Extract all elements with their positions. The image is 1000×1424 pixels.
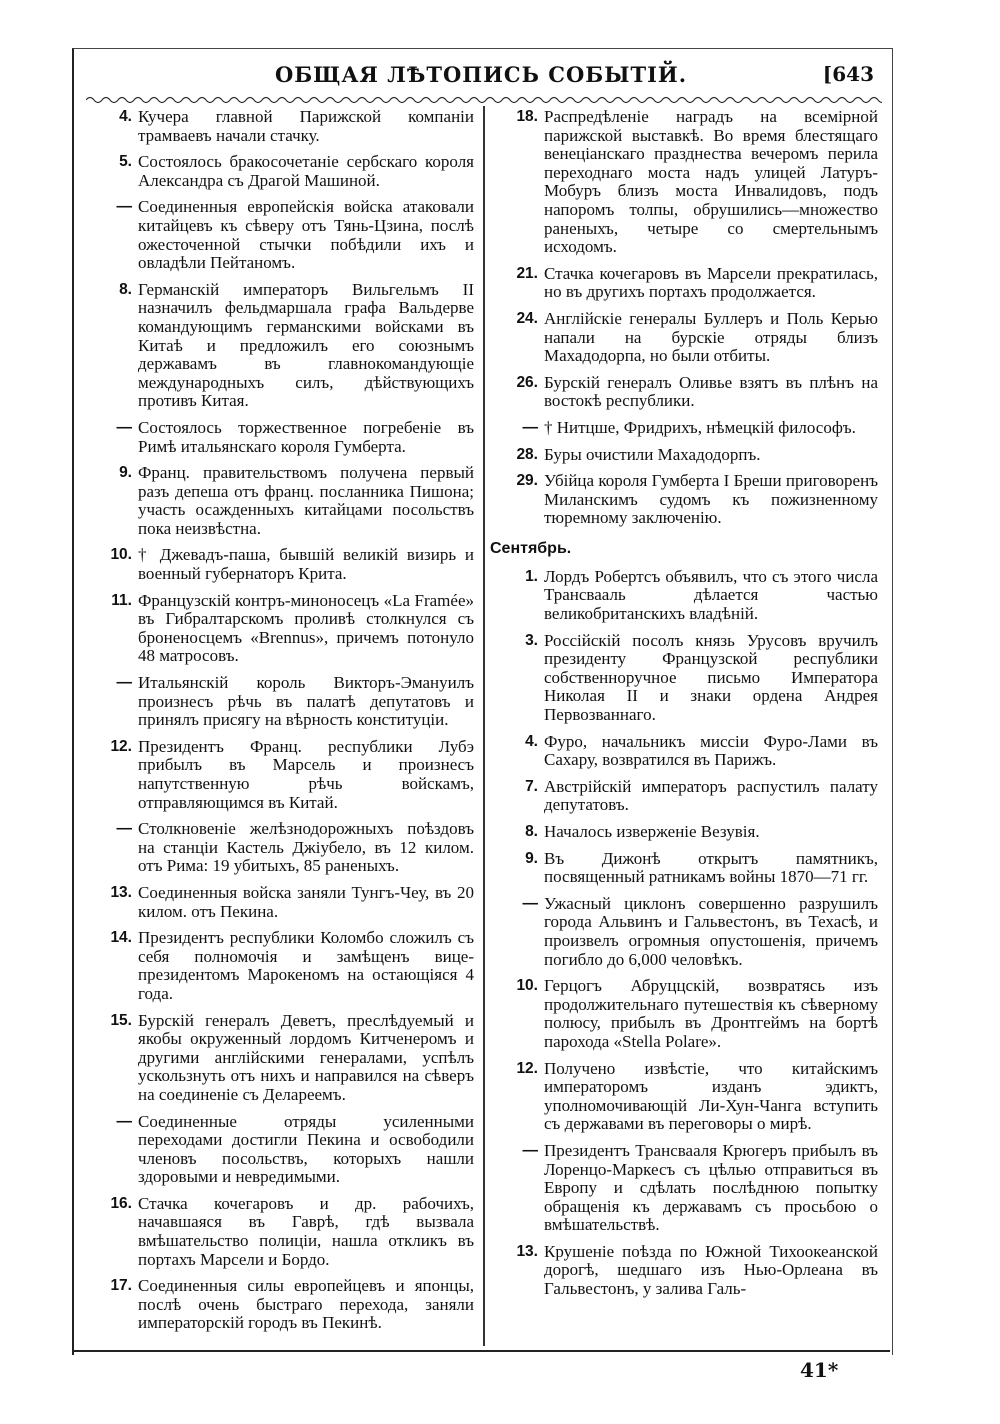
entry-date: 17. bbox=[110, 1277, 132, 1295]
chronicle-entry bbox=[494, 977, 878, 1051]
entry-text: Англійскіе генералы Буллеръ и Поль Керью напали на бурскіе отряды близъ Махадодорпа, но были отбиты. bbox=[544, 308, 878, 366]
entry-date: — bbox=[116, 418, 132, 436]
entry-text: Получено извѣстіе, что китайскимъ императоромъ изданъ эдиктъ, уполномочивающій Ли-Хун-Чанга вступить съ державами въ переговоры о мирѣ. bbox=[544, 1058, 878, 1134]
chronicle-entry bbox=[88, 108, 474, 145]
entry-text: † Нитцше, Фридрихъ, нѣмецкій философъ. bbox=[544, 417, 856, 437]
entry-date: 10. bbox=[110, 546, 132, 564]
left-column bbox=[88, 108, 474, 1341]
entry-text: Герцогъ Абруццскій, возвратясь изъ продолжительнаго путешествія къ сѣверному полюсу, прибылъ въ Дронтгеймъ на бортѣ парохода «Stella Polare». bbox=[544, 976, 878, 1051]
chronicle-entry bbox=[494, 632, 878, 725]
chronicle-entry bbox=[494, 265, 878, 302]
chronicle-entry bbox=[88, 592, 474, 666]
chronicle-entry bbox=[88, 929, 474, 1003]
entry-date: 15. bbox=[110, 1011, 132, 1029]
entry-date: — bbox=[522, 894, 538, 912]
entry-date: 28. bbox=[516, 445, 538, 463]
entry-text: Стачка кочегаровъ и др. рабочихъ, начавшаяся въ Гаврѣ, гдѣ вызвала вмѣшательство полиціи, нашла откликъ въ портахъ Марсели и Бордо. bbox=[138, 1193, 474, 1269]
entry-date: — bbox=[116, 820, 132, 838]
entry-date: 7. bbox=[525, 777, 538, 795]
chronicle-entry bbox=[88, 674, 474, 730]
entry-date: 4. bbox=[525, 732, 538, 750]
wavy-rule bbox=[86, 94, 882, 106]
entry-text: Соединенныя силы европейцевъ и японцы, послѣ очень быстраго перехода, заняли императорскій городъ въ Пекинѣ. bbox=[138, 1276, 474, 1333]
entry-text: Соединенные отряды усиленными переходами достигли Пекина и освободили членовъ посольствъ, которыхъ нашли здоровыми и невредимыми. bbox=[138, 1111, 474, 1187]
entry-text: Соединенныя войска заняли Тунгъ-Чеу, въ 20 килом. отъ Пекина. bbox=[138, 882, 474, 921]
chronicle-entry bbox=[88, 1195, 474, 1269]
entry-text: Кучера главной Парижской компаніи трамваевъ начали стачку. bbox=[138, 107, 474, 145]
chronicle-entry bbox=[494, 374, 878, 411]
entry-date: 11. bbox=[111, 591, 132, 609]
chronicle-entry bbox=[88, 738, 474, 812]
chronicle-entry bbox=[494, 850, 878, 887]
chronicle-entry bbox=[88, 1113, 474, 1187]
chronicle-entry bbox=[88, 1277, 474, 1333]
right-column bbox=[490, 107, 878, 1307]
chronicle-entry bbox=[88, 281, 474, 411]
entry-date: 12. bbox=[516, 1059, 538, 1077]
entry-text: Австрійскій императоръ распустилъ палату депутатовъ. bbox=[544, 776, 878, 815]
entry-date: — bbox=[522, 1141, 538, 1159]
entry-date: 24. bbox=[516, 309, 538, 327]
entry-date: — bbox=[116, 1112, 132, 1130]
entry-text: Крушеніе поѣзда по Южной Тихоокеанской дорогѣ, шедшаго изъ Нью-Орлеана въ Гальвестонъ, у залива Галь- bbox=[544, 1241, 878, 1299]
chronicle-entry bbox=[494, 1142, 878, 1235]
page-header bbox=[72, 56, 890, 96]
chronicle-entry bbox=[88, 546, 474, 583]
entry-date: 9. bbox=[525, 849, 538, 867]
entry-text: Стачка кочегаровъ въ Марсели прекратилась, но въ другихъ портахъ продолжается. bbox=[544, 263, 878, 302]
entry-text: Бурскій генералъ Деветъ, преслѣдуемый и якобы окруженный лордомъ Китченеромъ и другими англійскими генералами, успѣлъ ускользнуть отъ нихъ и направился на сѣверъ на соединеніе съ Делареемъ. bbox=[138, 1010, 474, 1104]
chronicle-entry bbox=[88, 820, 474, 876]
chronicle-entry bbox=[494, 472, 878, 528]
entry-date: 26. bbox=[516, 373, 538, 391]
entry-text: Президентъ Франц. республики Лубэ прибылъ въ Марсель и произнесъ напутственную рѣчь войскамъ, отправляющимся въ Китай. bbox=[138, 736, 474, 812]
page-number: [643 bbox=[822, 62, 874, 86]
page-title: ОБЩАЯ ЛѢТОПИСЬ СОБЫТІЙ. bbox=[274, 62, 688, 87]
entry-date: 12. bbox=[110, 737, 132, 755]
entry-date: 18. bbox=[516, 108, 538, 125]
chronicle-entry bbox=[494, 1243, 878, 1299]
entry-text: Лордъ Робертсъ объявилъ, что съ этого числа Трансвааль дѣлается частью великобританскихъ владѣній. bbox=[544, 566, 878, 624]
entry-text: Ужасный циклонъ совершенно разрушилъ города Альвинъ и Гальвестонъ, въ Техасѣ, и произвелъ огромныя опустошенія, причемъ погибло до 6,000 человѣкъ. bbox=[544, 893, 878, 969]
entry-date: 4. bbox=[119, 108, 132, 125]
chronicle-entry bbox=[494, 823, 878, 842]
signature-mark: 41* bbox=[800, 1358, 839, 1382]
entry-date: 9. bbox=[119, 464, 132, 482]
entry-text: Франц. правительствомъ получена первый разъ депеша отъ франц. посланника Пишона; участь осажденныхъ китайцами посольствъ пока неизвѣстна. bbox=[138, 463, 474, 538]
entry-date: 5. bbox=[119, 153, 132, 171]
entry-text: Россійскій посолъ князь Урусовъ вручилъ президенту Французской республики собственноручное письмо Императора Николая II и знаки ордена Андрея Первозваннаго. bbox=[544, 630, 878, 725]
entry-date: 3. bbox=[525, 631, 538, 649]
august-entries bbox=[494, 108, 878, 528]
entry-text: Французскій контръ-миноносецъ «La Framée» въ Гибралтарскомъ проливѣ столкнулся съ броненосцемъ «Brennus», причемъ потонуло 48 матросовъ. bbox=[138, 590, 474, 666]
chronicle-entry bbox=[494, 1060, 878, 1134]
entry-text: Соединенныя европейскія войска атаковали китайцевъ къ сѣверу отъ Тянь-Цзина, послѣ ожесточенной стычки побѣдили ихъ и овладѣли Пейтаномъ. bbox=[138, 197, 474, 273]
entry-date: 8. bbox=[119, 280, 132, 298]
entry-text: Распредѣленіе наградъ на всемірной парижской выставкѣ. Во время блестящаго венеціанскаго празднества вечеромъ перила переходнаго моста надъ улицей Латуръ-Мобуръ близъ моста Инвалидовъ, подъ напоромъ толпы, обрушились—множество раненыхъ, четыре со смертельнымъ исходомъ. bbox=[544, 107, 878, 257]
entry-date: — bbox=[522, 418, 538, 436]
entry-date: 13. bbox=[516, 1242, 538, 1260]
chronicle-entry bbox=[494, 895, 878, 969]
entry-text: Въ Дижонѣ открытъ памятникъ, посвященный ратникамъ войны 1870—71 гг. bbox=[544, 848, 878, 887]
entry-date: 13. bbox=[110, 883, 132, 901]
entry-date: — bbox=[116, 198, 132, 216]
chronicle-entry bbox=[494, 446, 878, 465]
entry-text: Итальянскій король Викторъ-Эмануилъ произнесъ рѣчь въ палатѣ депутатовъ и принялъ присягу на вѣрность конституціи. bbox=[138, 673, 474, 730]
entry-date: 1. bbox=[525, 567, 538, 585]
entry-date: 16. bbox=[110, 1194, 132, 1212]
entry-date: 29. bbox=[516, 472, 538, 490]
entry-date: 10. bbox=[516, 977, 538, 995]
entry-date: 14. bbox=[110, 929, 132, 947]
entry-text: Бурскій генералъ Оливье взятъ въ плѣнъ на востокѣ республики. bbox=[544, 372, 878, 411]
chronicle-entry bbox=[88, 884, 474, 921]
chronicle-entry bbox=[494, 310, 878, 366]
chronicle-entry bbox=[88, 153, 474, 190]
september-entries bbox=[494, 568, 878, 1299]
entry-date: — bbox=[116, 674, 132, 692]
entry-text: Президентъ Трансвааля Крюгеръ прибылъ въ Лоренцо-Маркесъ съ цѣлью отправиться въ Европу и сдѣлать послѣднюю попытку обращенія къ державамъ съ просьбою о вмѣшательствѣ. bbox=[544, 1140, 878, 1235]
bottom-rule bbox=[72, 1350, 890, 1352]
column-divider bbox=[483, 106, 485, 1346]
chronicle-entry bbox=[88, 464, 474, 538]
entry-text: Состоялось торжественное погребеніе въ Римѣ итальянскаго короля Гумберта. bbox=[138, 417, 474, 456]
entry-date: 21. bbox=[516, 264, 538, 282]
month-heading-september: Сентябрь. bbox=[490, 539, 572, 557]
chronicle-entry bbox=[494, 733, 878, 770]
entry-text: Состоялось бракосочетаніе сербскаго короля Александра съ Драгой Машиной. bbox=[138, 152, 474, 190]
entry-date: 8. bbox=[525, 823, 538, 840]
chronicle-entry bbox=[494, 778, 878, 815]
chronicle-entry bbox=[494, 419, 878, 438]
entry-text: Началось изверженіе Везувія. bbox=[544, 822, 760, 841]
chronicle-entry bbox=[88, 1012, 474, 1105]
chronicle-entry bbox=[494, 108, 878, 257]
entry-text: Столкновеніе желѣзнодорожныхъ поѣздовъ на станціи Кастель Джіубело, въ 12 килом. отъ Рима: 19 убитыхъ, 85 раненыхъ. bbox=[138, 819, 474, 876]
entry-text: Президентъ республики Коломбо сложилъ съ себя полномочія и замѣщенъ вице-президентомъ Марокеномъ на остающіяся 4 года. bbox=[138, 928, 474, 1003]
entry-text: Германскій императоръ Вильгельмъ II назначилъ фельдмаршала графа Вальдерве командующимъ германскими войсками въ Китаѣ и предложилъ его союзнымъ державамъ въ главнокомандующіе международныхъ силъ, дѣйствующихъ противъ Китая. bbox=[138, 279, 474, 411]
entry-text: Убійца короля Гумберта I Бреши приговоренъ Миланскимъ судомъ къ пожизненному тюремному заключенію. bbox=[544, 471, 878, 528]
chronicle-entry bbox=[88, 419, 474, 456]
entry-text: † Джевадъ-паша, бывшій великій визирь и военный губернаторъ Крита. bbox=[138, 545, 474, 584]
chronicle-entry bbox=[494, 568, 878, 624]
entry-text: Фуро, начальникъ миссіи Фуро-Лами въ Сахару, возвратился въ Парижъ. bbox=[544, 731, 878, 770]
chronicle-entry bbox=[88, 198, 474, 272]
entry-text: Буры очистили Махадодорпъ. bbox=[544, 444, 761, 464]
